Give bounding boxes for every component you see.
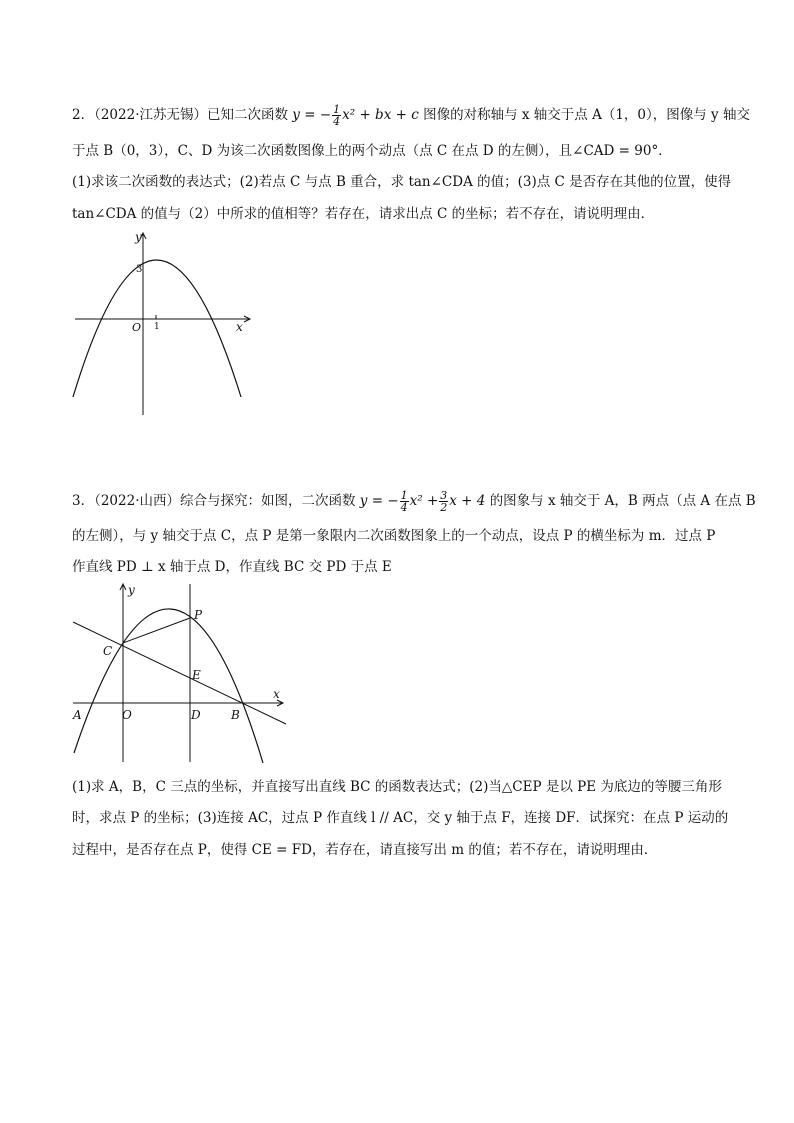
origin-label: O — [132, 321, 142, 334]
problem2-equation: y = − $\frac{1}{4}$ x² + bx + c — [292, 103, 419, 128]
x-axis-label: x — [273, 687, 280, 701]
problem2-line3: (1)求该二次函数的表达式；(2)若点 C 与点 B 重合，求 tan∠CDA 的值；(3)点 C 是否存在其他的位置，使得 — [72, 174, 732, 190]
problem2-line1 — [72, 104, 750, 127]
point-d-label: D — [191, 708, 201, 722]
point-c-label: C — [103, 644, 113, 658]
parabola-curve — [74, 609, 263, 763]
line-bc — [73, 622, 286, 724]
problem3-line1-pre: 3．（2022·山西）综合与探究：如图，二次函数 — [72, 493, 356, 509]
problem3-line2: 的左侧），与 y 轴交于点 C，点 P 是第一象限内二次函数图象上的一个动点，设点 P 的横坐标为 m．过点 P — [72, 528, 716, 544]
x-axis-label: x — [236, 320, 243, 334]
problem3-figure — [68, 578, 293, 766]
tick-label-1: 1 — [154, 322, 160, 332]
problem2-line2: 于点 B（0，3），C、D 为该二次函数图像上的两个动点（点 C 在点 D 的左侧），且∠CAD = 90°． — [72, 143, 672, 159]
problem2-figure — [60, 225, 260, 420]
problem3-line6: 过程中，是否存在点 P，使得 CE = FD，若存在，请直接写出 m 的值；若不存在，请说明理由． — [72, 842, 658, 858]
problem2-line1-post: 图像的对称轴与 x 轴交于点 A（1，0），图像与 y 轴交 — [423, 107, 750, 123]
problem2-line1-pre: 2．（2022·江苏无锡）已知二次函数 — [72, 107, 288, 123]
point-p-label: P — [194, 608, 203, 622]
problem3-line1-post: 的图象与 x 轴交于 A，B 两点（点 A 在点 B — [489, 493, 756, 509]
tick-label-3: 3 — [136, 264, 143, 275]
problem3-line5: 时，求点 P 的坐标；(3)连接 AC，过点 P 作直线 l // AC，交 y 轴于点 F，连接 DF．试探究：在点 P 运动的 — [72, 810, 729, 826]
point-e-label: E — [192, 668, 201, 682]
point-b-label: B — [231, 708, 240, 722]
problem3-line4: (1)求 A，B，C 三点的坐标，并直接写出直线 BC 的函数表达式；(2)当△CEP 是以 PE 为底边的等腰三角形 — [72, 779, 722, 795]
y-axis-label: y — [135, 230, 142, 244]
problem3-line1 — [72, 490, 756, 513]
point-a-label: A — [73, 708, 82, 722]
problem2-line4: tan∠CDA 的值与（2）中所求的值相等？若存在，请求出点 C 的坐标；若不存在，请说明理由． — [72, 206, 655, 222]
y-axis-label: y — [128, 583, 135, 597]
point-o-label: O — [122, 708, 132, 722]
problem3-line3: 作直线 PD ⊥ x 轴于点 D，作直线 BC 交 PD 于点 E — [72, 559, 392, 575]
problem3-equation: y = − $\frac{1}{4}$ x² + $\frac{3}{2}$ x + 4 — [359, 489, 486, 514]
